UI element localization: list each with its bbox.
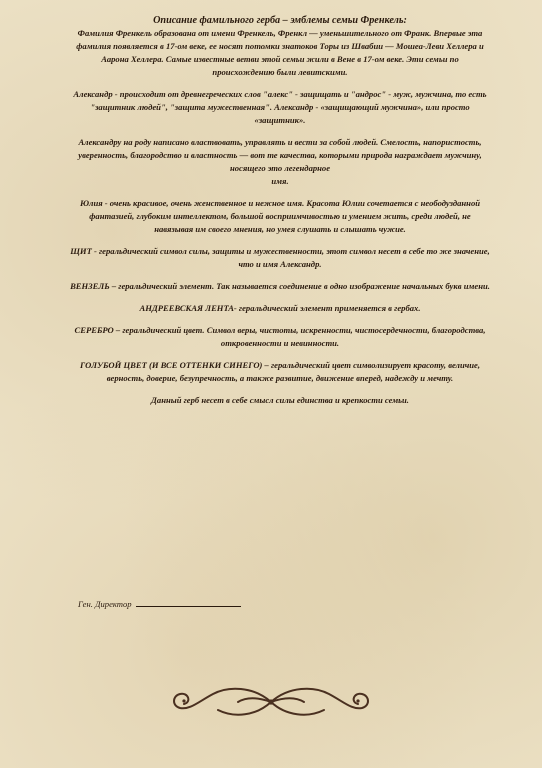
document-title: Описание фамильного герба – эмблемы семьи Френкель: bbox=[153, 15, 407, 26]
scroll-flourish-icon bbox=[168, 680, 374, 724]
signature-label: Ген. Директор bbox=[78, 599, 132, 609]
ribbon-paragraph: АНДРЕЕВСКАЯ ЛЕНТА- геральдический элемент применяется в гербах. bbox=[139, 303, 421, 313]
yulia-paragraph: Юлия - очень красивое, очень женственное и нежное имя. Красота Юлии сочетается с неободузданной фантазией, глубоким интеллектом, большой восприимчивостью и умением жить, среди людей, не навязывая им своего мнения, но умея слушать и слышать чужие. bbox=[79, 198, 481, 234]
intro-paragraph: Фамилия Френкель образована от имени Френкель, Френкл — уменьшительного от Франк. Впервые эта фамилия появляется в 17-ом веке, ее носят потомки знатоков Торы из Швабии — Мошеа-Леви Хеллера и Аарона Хеллера. Самые известные ветви этой семьи жили в Вене в 17-ом веке. Эти семьи по происхождению были левитскими. bbox=[76, 28, 484, 77]
alexander-origin-paragraph: Александр - происходит от древнегреческих слов "алекс" - защищать и "андрос" - муж, мужчина, то есть "защитник людей", "защита мужественная". Александр - «защищающий мужчина», или просто «защитник». bbox=[73, 89, 487, 125]
blue-paragraph: ГОЛУБОЙ ЦВЕТ (И ВСЕ ОТТЕНКИ СИНЕГО) – геральдический цвет символизирует красоту, величие, верность, доверие, безупречность, а также развитие, движение вперед, надежду и мечту. bbox=[80, 360, 480, 383]
shield-paragraph: ЩИТ - геральдический символ силы, защиты и мужественности, этот символ несет в себе то же значение, что и имя Александр. bbox=[70, 246, 490, 269]
signature-blank bbox=[136, 598, 241, 607]
alexander-qualities-paragraph: Александру на роду написано властвовать, управлять и вести за собой людей. Смелость, напористость, уверенность, благородство и властность — вот те качества, которыми природа награждает мужчину, носящего это легендарное bbox=[78, 137, 482, 173]
silver-paragraph: СЕРЕБРО – геральдический цвет. Символ веры, чистоты, искренности, чистосердечности, благородства, откровенности и невинности. bbox=[74, 325, 486, 348]
description-block bbox=[70, 14, 490, 416]
closing-paragraph: Данный герб несет в себе смысл силы единства и крепкости семьи. bbox=[151, 395, 409, 405]
signature-line bbox=[78, 598, 241, 609]
alexander-qualities-tail: имя. bbox=[271, 176, 289, 186]
monogram-paragraph: ВЕНЗЕЛЬ – геральдический элемент. Так называется соединение в одно изображение начальных букв имени. bbox=[70, 281, 490, 291]
